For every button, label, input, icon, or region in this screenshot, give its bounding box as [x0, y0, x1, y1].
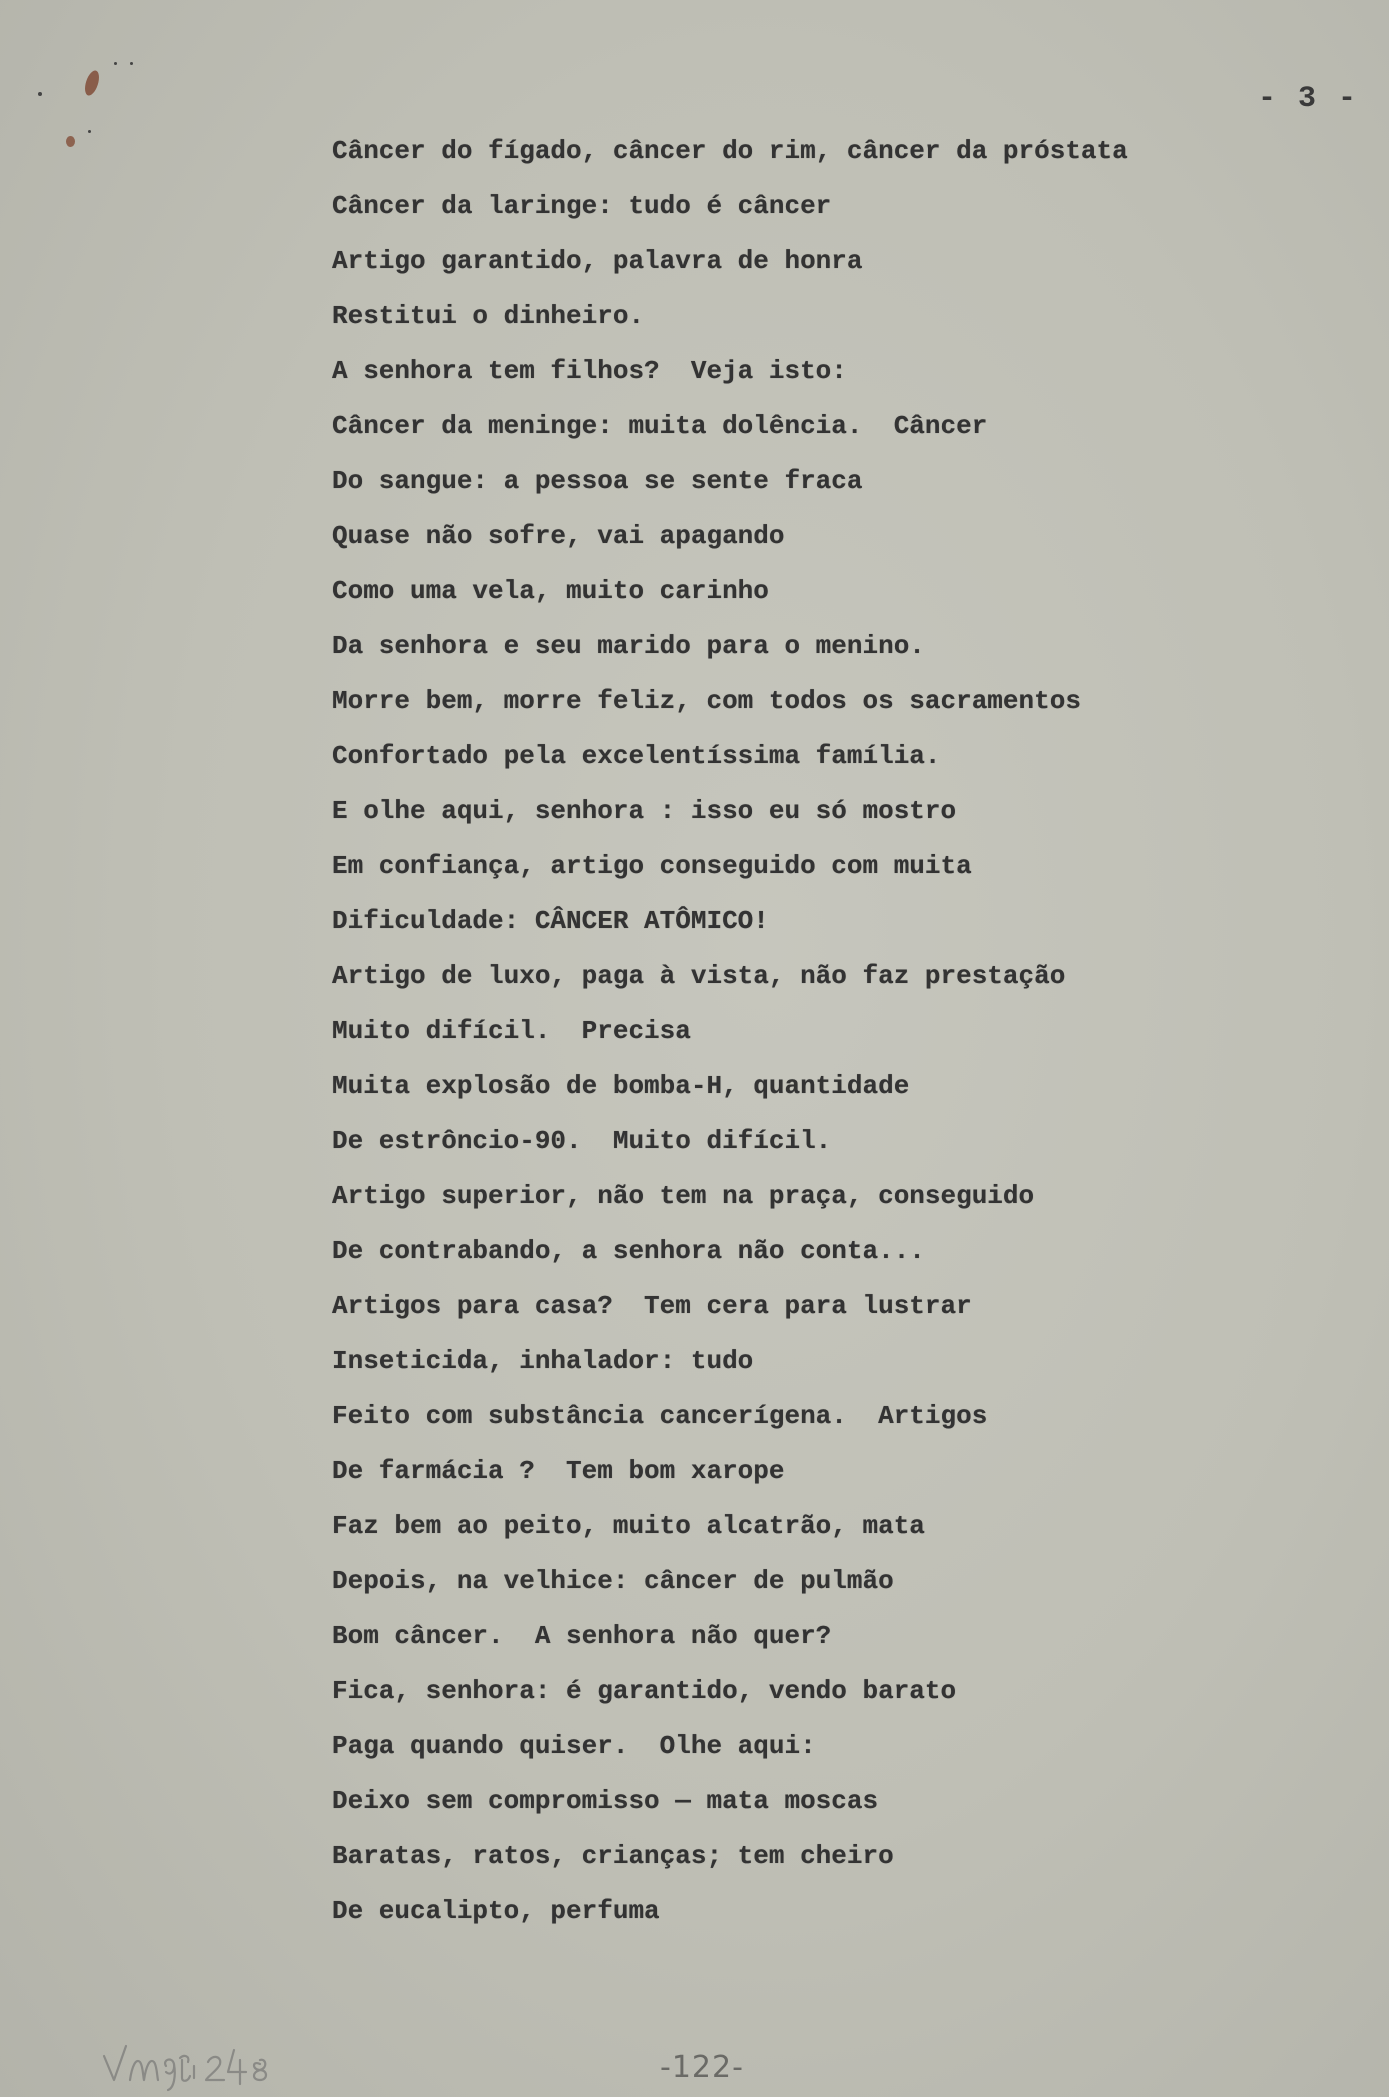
poem-line: De eucalipto, perfuma: [332, 1896, 660, 1926]
ink-speck: [38, 92, 42, 96]
poem-line: Artigos para casa? Tem cera para lustrar: [332, 1291, 972, 1321]
archive-page-number: -122-: [660, 2050, 744, 2085]
poem-line: Artigo de luxo, paga à vista, não faz prestação: [332, 961, 1066, 991]
poem-text: [332, 128, 1128, 1943]
page-number: - 3 -: [1258, 82, 1359, 116]
poem-line: Deixo sem compromisso — mata moscas: [332, 1786, 879, 1816]
poem-line: Artigo superior, não tem na praça, conseguido: [332, 1181, 1035, 1211]
handwritten-archive-note: [100, 2036, 320, 2092]
ink-speck: [88, 130, 91, 133]
poem-line: E olhe aqui, senhora : isso eu só mostro: [332, 796, 957, 826]
ink-speck: [130, 62, 133, 65]
poem-line: Quase não sofre, vai apagando: [332, 521, 785, 551]
poem-line: Baratas, ratos, crianças; tem cheiro: [332, 1841, 894, 1871]
poem-line: Fica, senhora: é garantido, vendo barato: [332, 1676, 957, 1706]
poem-line: Depois, na velhice: câncer de pulmão: [332, 1566, 894, 1596]
poem-line: Câncer da meninge: muita dolência. Câncer: [332, 411, 988, 441]
poem-line: Como uma vela, muito carinho: [332, 576, 769, 606]
poem-line: Restitui o dinheiro.: [332, 301, 645, 331]
poem-line: Confortado pela excelentíssima família.: [332, 741, 941, 771]
poem-line: Dificuldade: CÂNCER ATÔMICO!: [332, 906, 769, 936]
ink-stain: [66, 136, 75, 147]
poem-line: Faz bem ao peito, muito alcatrão, mata: [332, 1511, 925, 1541]
ink-speck: [114, 62, 117, 65]
poem-line: Morre bem, morre feliz, com todos os sacramentos: [332, 686, 1081, 716]
poem-line: Do sangue: a pessoa se sente fraca: [332, 466, 863, 496]
poem-line: Feito com substância cancerígena. Artigos: [332, 1401, 988, 1431]
poem-line: De contrabando, a senhora não conta...: [332, 1236, 925, 1266]
poem-line: De estrôncio-90. Muito difícil.: [332, 1126, 832, 1156]
poem-line: Câncer do fígado, câncer do rim, câncer da próstata: [332, 136, 1128, 166]
poem-line: Muita explosão de bomba-H, quantidade: [332, 1071, 910, 1101]
poem-line: A senhora tem filhos? Veja isto:: [332, 356, 847, 386]
poem-line: Artigo garantido, palavra de honra: [332, 246, 863, 276]
poem-line: De farmácia ? Tem bom xarope: [332, 1456, 785, 1486]
ink-stain: [82, 69, 101, 97]
poem-line: Muito difícil. Precisa: [332, 1016, 691, 1046]
poem-line: Câncer da laringe: tudo é câncer: [332, 191, 832, 221]
poem-line: Da senhora e seu marido para o menino.: [332, 631, 925, 661]
poem-line: Inseticida, inhalador: tudo: [332, 1346, 754, 1376]
poem-line: Em confiança, artigo conseguido com muita: [332, 851, 972, 881]
poem-line: Paga quando quiser. Olhe aqui:: [332, 1731, 816, 1761]
poem-line: Bom câncer. A senhora não quer?: [332, 1621, 832, 1651]
